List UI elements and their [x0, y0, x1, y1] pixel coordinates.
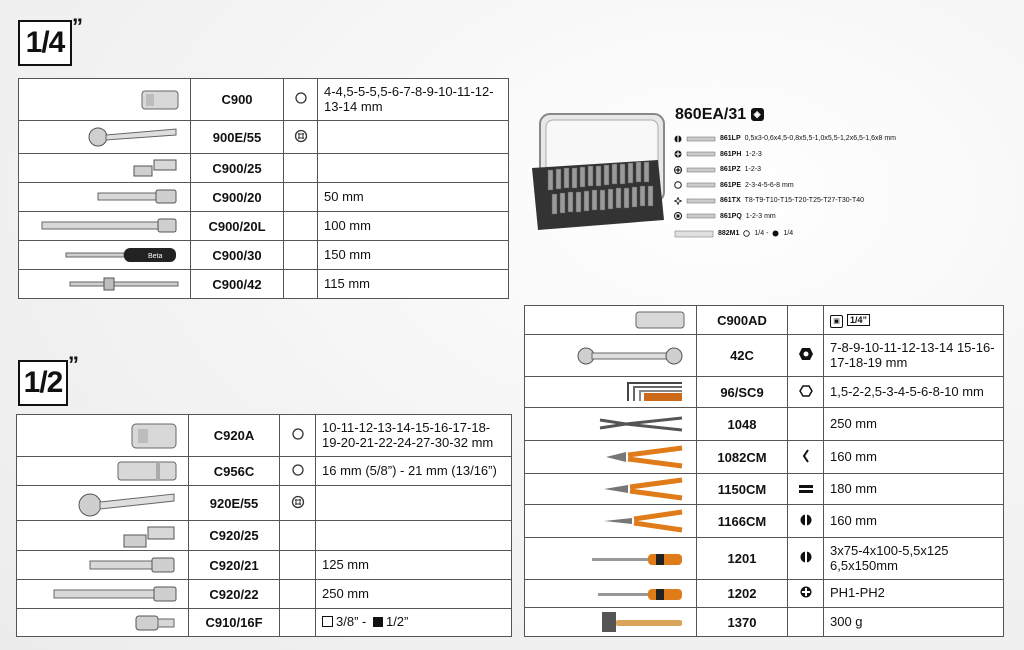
sliding-t-bar-image [19, 270, 191, 299]
item-code: 1202 [697, 580, 788, 608]
table-row [525, 474, 1004, 505]
item-description: 160 mm [824, 441, 1004, 474]
square-filled-icon [373, 617, 383, 627]
item-description: 115 mm [318, 270, 509, 299]
bit-image [686, 151, 716, 157]
item-description: 7-8-9-10-11-12-13-14 15-16-17-18-19 mm [824, 335, 1004, 377]
item-code: 1082CM [697, 441, 788, 474]
bit-sizes: 1/4 [783, 230, 794, 237]
item-description: 100 mm [318, 212, 509, 241]
item-code: C920/22 [189, 580, 280, 609]
half-inch-table [16, 414, 512, 637]
table-row [525, 335, 1004, 377]
size-badge-small: 1/4” [847, 314, 870, 326]
item-code: C900/42 [191, 270, 284, 299]
bit-holder-image [674, 230, 714, 238]
table-row [19, 121, 509, 154]
slotted-tip-icon [788, 505, 824, 538]
table-row [17, 551, 512, 580]
table-row [19, 212, 509, 241]
item-description: 16 mm (5/8”) - 21 mm (13/16”) [316, 457, 512, 486]
kit-title [675, 106, 764, 124]
item-code: 1370 [697, 608, 788, 637]
list-item [674, 162, 896, 178]
hammer-image [525, 608, 697, 637]
item-code: 1201 [697, 538, 788, 580]
combination-wrench-image [525, 335, 697, 377]
item-code: C900/20 [191, 183, 284, 212]
item-code: C900AD [697, 306, 788, 335]
bit-image [686, 198, 716, 204]
ratchet-gear-icon: ▣ [830, 315, 843, 328]
socket-image [19, 79, 191, 121]
item-description: 1,5-2-2,5-3-4-5-6-8-10 mm [824, 377, 1004, 408]
item-description: 4-4,5-5-5,5-6-7-8-9-10-11-12-13-14 mm [318, 79, 509, 121]
table-row [525, 505, 1004, 538]
cutter-icon [788, 441, 824, 474]
bit-holder-socket-image [525, 306, 697, 335]
item-code: 900E/55 [191, 121, 284, 154]
bit-sizes: 1-2-3 [745, 150, 762, 158]
bit-sizes: 0,5x3-0,6x4,5-0,8x5,5-1,0x5,5-1,2x6,5-1,6x8 mm [744, 135, 896, 142]
universal-joint-image [19, 154, 191, 183]
bit-code: 882M1 [718, 230, 740, 237]
slotted-tip-icon [788, 538, 824, 580]
ratchet-gear-icon [280, 486, 316, 521]
long-nose-pliers-image [525, 505, 697, 538]
item-description [316, 521, 512, 551]
item-description [316, 486, 512, 521]
table-row [525, 408, 1004, 441]
phillips-tip-icon [788, 580, 824, 608]
phillips-screwdriver-image [525, 580, 697, 608]
item-description: 300 g [824, 608, 1004, 637]
item-description: 3x75-4x100-5,5x125 6,5x150mm [824, 538, 1004, 580]
item-code: 920E/55 [189, 486, 280, 521]
table-row [525, 538, 1004, 580]
table-row [525, 377, 1004, 408]
item-description: PH1-PH2 [824, 580, 1004, 608]
item-description: 50 mm [318, 183, 509, 212]
item-code: 1166CM [697, 505, 788, 538]
bit-image [686, 213, 716, 219]
bit-code: 861PQ [720, 212, 742, 220]
item-code: C920/21 [189, 551, 280, 580]
table-row [525, 441, 1004, 474]
item-description-part: 3/8” - [336, 614, 370, 630]
item-description: 125 mm [316, 551, 512, 580]
ratchet-gear-icon: ◈ [751, 108, 764, 121]
round-socket-icon [280, 415, 316, 457]
table-row [525, 608, 1004, 637]
item-description [824, 306, 1004, 335]
item-description: 10-11-12-13-14-15-16-17-18-19-20-21-22-24-27-30-32 mm [316, 415, 512, 457]
torx-tip-icon [674, 197, 682, 205]
circle-open-icon [743, 230, 750, 237]
item-code: C900 [191, 79, 284, 121]
table-row [19, 154, 509, 183]
assorted-tools-table [524, 305, 1004, 637]
table-row [525, 580, 1004, 608]
square-tip-icon [674, 212, 682, 220]
item-code: C920A [189, 415, 280, 457]
table-row [19, 79, 509, 121]
item-code: C900/20L [191, 212, 284, 241]
table-row [17, 580, 512, 609]
quarter-inch-table [18, 78, 509, 299]
square-open-icon [322, 616, 333, 627]
bit-code: 861PE [720, 181, 742, 189]
bit-image [686, 182, 716, 188]
item-description: 150 mm [318, 241, 509, 270]
ratchet-gear-icon [284, 121, 318, 154]
table-row [17, 521, 512, 551]
spinner-handle-image [19, 241, 191, 270]
extension-image [17, 580, 189, 609]
size-badge-half [18, 360, 68, 406]
hex-key-set-image [525, 377, 697, 408]
item-description [316, 609, 512, 637]
bit-code: 861LP [720, 135, 741, 142]
size-badge-half-label: 1/2 [23, 366, 63, 399]
bit-case-image [528, 108, 668, 236]
item-description: 250 mm [316, 580, 512, 609]
item-description: 160 mm [824, 505, 1004, 538]
bit-sizes: T8-T9-T10-T15-T20-T25-T27-T30-T40 [744, 197, 865, 204]
item-code: 42C [697, 335, 788, 377]
table-row [19, 241, 509, 270]
flat-jaw-icon [788, 474, 824, 505]
hexagon-outline-icon [788, 377, 824, 408]
list-item [674, 147, 896, 163]
extension-image [19, 212, 191, 241]
spark-plug-socket-image [17, 457, 189, 486]
extension-image [17, 551, 189, 580]
list-item [674, 131, 896, 147]
bit-code: 861TX [720, 197, 741, 204]
item-description: 180 mm [824, 474, 1004, 505]
item-code: C920/25 [189, 521, 280, 551]
slotted-screwdriver-image [525, 538, 697, 580]
cutting-pliers-image [525, 441, 697, 474]
extension-image [19, 183, 191, 212]
hexagon-outline-icon [674, 181, 682, 189]
size-badge-quarter [18, 20, 72, 66]
item-code: C900/25 [191, 154, 284, 183]
universal-joint-image [17, 521, 189, 551]
phillips-tip-icon [674, 150, 682, 158]
item-code: 96/SC9 [697, 377, 788, 408]
table-row [17, 609, 512, 637]
table-row [17, 457, 512, 486]
bit-list [674, 131, 896, 242]
water-pump-pliers-image [525, 408, 697, 441]
item-code: C910/16F [189, 609, 280, 637]
bit-code: 861PH [720, 150, 742, 158]
list-item [674, 226, 896, 242]
round-socket-icon [280, 457, 316, 486]
socket-image [17, 415, 189, 457]
list-item [674, 193, 896, 209]
inch-mark-half: ” [68, 352, 79, 377]
list-item [674, 178, 896, 194]
bit-sizes: 2-3-4-5-6-8 mm [745, 181, 794, 189]
table-row [19, 270, 509, 299]
pozidriv-tip-icon [674, 166, 682, 174]
item-description: 250 mm [824, 408, 1004, 441]
table-row [17, 486, 512, 521]
table-row [19, 183, 509, 212]
item-code: 1048 [697, 408, 788, 441]
list-item [674, 209, 896, 225]
size-badge-quarter-label: 1/4 [25, 26, 65, 59]
bit-sizes: 1/4 - [754, 230, 769, 237]
circle-filled-icon [772, 230, 779, 237]
bit-image [686, 167, 716, 173]
slotted-tip-icon [674, 135, 682, 143]
table-row [525, 306, 1004, 335]
inch-mark-quarter: ” [72, 14, 83, 39]
round-socket-icon [284, 79, 318, 121]
kit-title-text: 860EA/31 [675, 106, 747, 123]
item-code: 1150CM [697, 474, 788, 505]
bit-sizes: 1-2-3 mm [745, 212, 776, 220]
item-code: C900/30 [191, 241, 284, 270]
svg-text:Beta: Beta [148, 253, 163, 260]
combination-pliers-image [525, 474, 697, 505]
item-code: C956C [189, 457, 280, 486]
item-description [318, 121, 509, 154]
item-description [318, 154, 509, 183]
bit-image [686, 136, 716, 142]
item-description-part: 1/2” [385, 614, 409, 630]
bit-code: 861PZ [720, 166, 741, 173]
bit-sizes: 1-2-3 [744, 166, 761, 173]
hex-nut-icon [788, 335, 824, 377]
table-row [17, 415, 512, 457]
ratchet-image [19, 121, 191, 154]
adaptor-image [17, 609, 189, 637]
ratchet-image [17, 486, 189, 521]
